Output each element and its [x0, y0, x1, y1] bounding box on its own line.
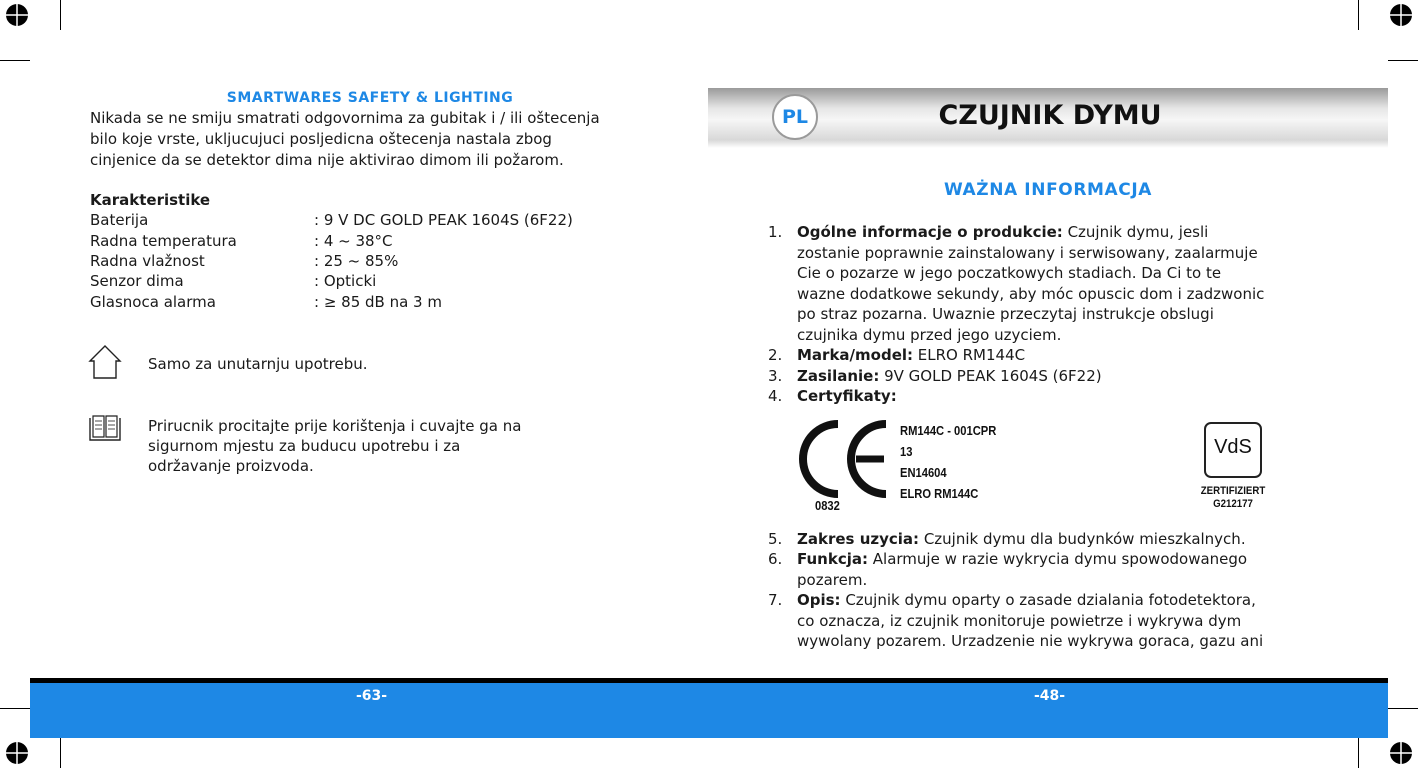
list-item — [768, 386, 1328, 407]
item-label: Funkcja: — [797, 550, 868, 568]
footer-bar — [30, 683, 1388, 738]
banner-shadow — [708, 140, 1388, 148]
item-number: 5. — [768, 530, 783, 548]
note-text: sigurnom mjestu za buducu upotrebu i za — [148, 437, 461, 455]
disclaimer-line: bilo koje vrste, ukljucujuci posljedicna oštecenja nastala zbog — [90, 130, 552, 148]
spec-value: : 9 V DC GOLD PEAK 1604S (6F22) — [314, 211, 573, 229]
ce-line: RM144C - 001CPR — [900, 423, 997, 438]
spec-label: Glasnoca alarma — [90, 293, 216, 311]
list-item — [768, 590, 1328, 652]
item-text: Cie o pozarze w jego poczatkowych stadiach. Da Ci to te — [797, 264, 1222, 282]
spec-value: : Opticki — [314, 272, 377, 290]
item-number: 1. — [768, 223, 783, 241]
ce-line: ELRO RM144C — [900, 486, 979, 501]
language-badge: PL — [772, 94, 818, 140]
item-text: wazne dodatkowe sekundy, aby móc opuscic dom i zadzwonic — [797, 284, 1265, 303]
list-item — [768, 222, 1328, 345]
spec-value: : 25 ~ 85% — [314, 252, 399, 270]
spec-row — [90, 252, 650, 272]
vds-line: ZERTIFIZIERT — [1200, 485, 1266, 497]
crop-mark — [1358, 738, 1359, 768]
item-text: wywolany pozarem. Urzadzenie nie wykrywa goraca, gazu ani — [797, 632, 1264, 650]
item-text: po straz pozarna. Uwaznie przeczytaj instrukcje obslugi — [797, 305, 1214, 323]
item-text: 9V GOLD PEAK 1604S (6F22) — [879, 367, 1102, 385]
spec-row — [90, 232, 650, 252]
crop-mark — [1388, 60, 1418, 61]
list-item — [768, 529, 1328, 550]
item-label: Zasilanie: — [797, 367, 880, 385]
note-text: Prirucnik procitajte prije korištenja i cuvajte ga na — [148, 417, 522, 435]
item-text: Czujnik dymu oparty o zasade dzialania fotodetektora, — [840, 591, 1256, 609]
spec-label: Senzor dima — [90, 272, 184, 290]
item-number: 6. — [768, 550, 783, 568]
item-text: czujnika dymu przed jego uzyciem. — [797, 325, 1062, 344]
specs-heading: Karakteristike — [90, 191, 211, 209]
item-label: Zakres uzycia: — [797, 530, 920, 548]
page-number-left: -63- — [356, 688, 388, 704]
spec-value: : 4 ~ 38°C — [314, 232, 393, 250]
disclaimer-line: cinjenice da se detektor dima nije aktivirao dimom ili požarom. — [90, 151, 564, 169]
vds-logo: VdS — [1214, 436, 1252, 458]
ce-certificate-text — [900, 420, 996, 504]
disclaimer-line: Nikada se ne smiju smatrati odgovornima za gubitak i / ili oštecenja — [90, 109, 600, 127]
item-text: Czujnik dymu dla budynków mieszkalnych. — [919, 530, 1246, 548]
item-label: Opis: — [797, 591, 841, 609]
book-icon — [88, 414, 122, 442]
item-label: Marka/model: — [797, 346, 914, 364]
item-text: ELRO RM144C — [913, 346, 1026, 364]
item-text: Czujnik dymu, jesli — [1062, 223, 1209, 241]
spec-value: : ≥ 85 dB na 3 m — [314, 293, 442, 311]
item-number: 4. — [768, 387, 783, 405]
spec-label: Radna temperatura — [90, 232, 237, 250]
page-title: CZUJNIK DYMU — [938, 100, 1162, 131]
ce-mark-icon — [798, 420, 894, 498]
vds-line: G212177 — [1213, 498, 1253, 510]
item-text: zostanie poprawnie zainstalowany i serwisowany, zaalarmuje — [797, 243, 1258, 262]
item-label: Certyfikaty: — [797, 387, 897, 405]
note-text: održavanje proizvoda. — [148, 457, 314, 475]
note-text: Samo za unutarnju upotrebu. — [148, 355, 368, 373]
item-text: co oznacza, iz czujnik monitoruje powietrze i wykrywa dym — [797, 611, 1242, 630]
crop-mark — [1388, 708, 1418, 709]
registration-mark-icon — [1386, 738, 1416, 768]
item-number: 2. — [768, 346, 783, 364]
registration-mark-icon — [2, 738, 32, 768]
list-item — [768, 366, 1328, 387]
crop-mark — [1358, 0, 1359, 30]
ce-line: 13 — [900, 444, 913, 459]
registration-mark-icon — [1386, 0, 1416, 30]
spec-row — [90, 211, 650, 231]
list-item — [768, 345, 1328, 366]
spec-label: Radna vlažnost — [90, 252, 205, 270]
ce-line: EN14604 — [900, 465, 947, 480]
item-number: 3. — [768, 367, 783, 385]
crop-mark — [60, 738, 61, 768]
item-text: Alarmuje w razie wykrycia dymu spowodowanego — [868, 550, 1248, 568]
item-number: 7. — [768, 591, 783, 609]
section-heading: WAŻNA INFORMACJA — [943, 180, 1153, 200]
house-icon — [88, 344, 122, 380]
spec-row — [90, 272, 650, 292]
item-label: Ogólne informacje o produkcie: — [797, 223, 1063, 241]
crop-mark — [60, 0, 61, 30]
crop-mark — [0, 708, 30, 709]
item-text: pozarem. — [797, 570, 868, 589]
brand-heading: SMARTWARES SAFETY & LIGHTING — [226, 90, 514, 106]
page-number-right: -48- — [1034, 688, 1066, 704]
registration-mark-icon — [2, 0, 32, 30]
spec-label: Baterija — [90, 211, 149, 229]
vds-certificate-text — [1192, 485, 1275, 511]
ce-number: 0832 — [815, 498, 840, 513]
list-item — [768, 549, 1328, 590]
spec-row — [90, 293, 650, 313]
crop-mark — [0, 60, 30, 61]
